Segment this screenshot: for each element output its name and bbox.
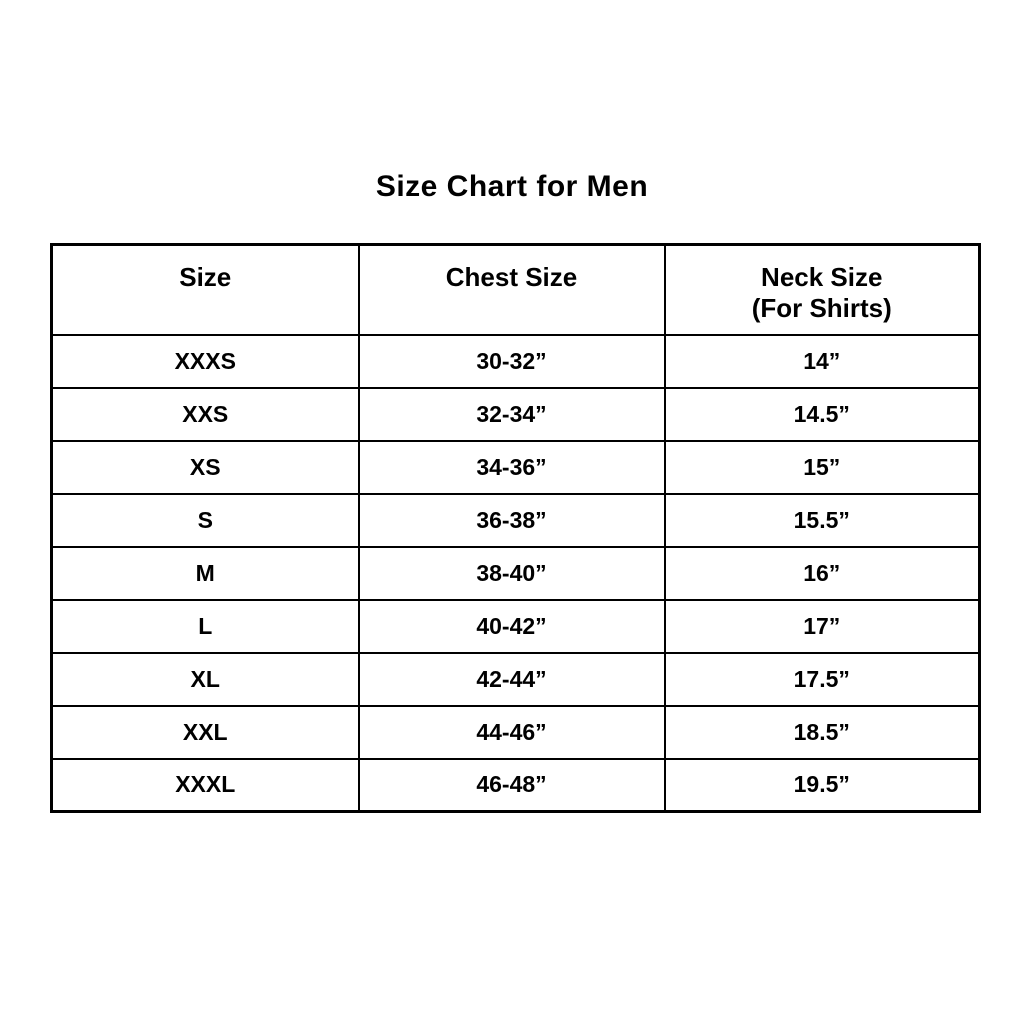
chest-cell: 46-48” — [359, 759, 665, 812]
neck-cell: 18.5” — [665, 706, 980, 759]
chest-cell: 40-42” — [359, 600, 665, 653]
neck-cell: 17” — [665, 600, 980, 653]
neck-cell: 16” — [665, 547, 980, 600]
table-row — [52, 335, 980, 388]
chest-cell: 30-32” — [359, 335, 665, 388]
table-row — [52, 441, 980, 494]
table-row — [52, 600, 980, 653]
size-cell: XXXS — [52, 335, 359, 388]
size-cell: XL — [52, 653, 359, 706]
size-chart-table — [50, 243, 981, 813]
neck-cell: 19.5” — [665, 759, 980, 812]
table-row — [52, 759, 980, 812]
header-neck-size-line2: (For Shirts) — [751, 293, 892, 323]
header-neck-size — [665, 245, 980, 335]
table-row — [52, 388, 980, 441]
size-cell: M — [52, 547, 359, 600]
table-header-row — [52, 245, 980, 335]
chest-cell: 32-34” — [359, 388, 665, 441]
header-chest-size-label: Chest Size — [445, 262, 578, 292]
chest-cell: 36-38” — [359, 494, 665, 547]
header-neck-size-line1: Neck Size — [761, 262, 883, 292]
header-chest-size — [359, 245, 665, 335]
table-row — [52, 653, 980, 706]
size-cell: L — [52, 600, 359, 653]
size-cell: S — [52, 494, 359, 547]
header-size-label: Size — [179, 262, 232, 292]
size-cell: XXL — [52, 706, 359, 759]
neck-cell: 14” — [665, 335, 980, 388]
chest-cell: 34-36” — [359, 441, 665, 494]
size-cell: XXS — [52, 388, 359, 441]
size-cell: XXXL — [52, 759, 359, 812]
neck-cell: 15” — [665, 441, 980, 494]
page-title: Size Chart for Men — [375, 170, 649, 203]
table-row — [52, 494, 980, 547]
size-cell: XS — [52, 441, 359, 494]
table-row — [52, 547, 980, 600]
neck-cell: 15.5” — [665, 494, 980, 547]
neck-cell: 17.5” — [665, 653, 980, 706]
table-row — [52, 706, 980, 759]
header-size — [52, 245, 359, 335]
neck-cell: 14.5” — [665, 388, 980, 441]
chest-cell: 42-44” — [359, 653, 665, 706]
chest-cell: 38-40” — [359, 547, 665, 600]
chest-cell: 44-46” — [359, 706, 665, 759]
